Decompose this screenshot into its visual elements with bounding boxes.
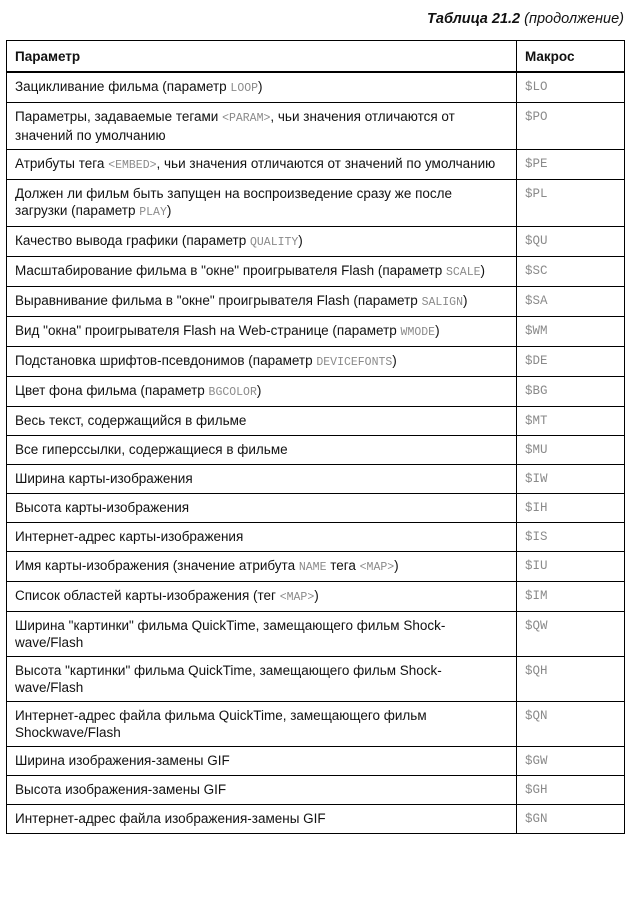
param-text-fragment: Ширина "картинки" фильма QuickTime, замещающего фильм Shock-wave/Flash: [15, 618, 446, 650]
param-cell: [7, 612, 517, 657]
param-cell: [7, 494, 517, 523]
param-code-fragment: NAME: [298, 561, 327, 574]
param-text-fragment: ): [435, 323, 440, 338]
param-text-fragment: Должен ли фильм быть запущен на воспроизведение сразу же после загрузки (параметр: [15, 186, 453, 218]
param-cell: [7, 805, 517, 834]
table-row: [7, 582, 625, 612]
param-cell: [7, 227, 517, 257]
table-row: [7, 72, 625, 103]
param-text-fragment: ): [256, 383, 262, 398]
table-row: [7, 407, 625, 436]
param-text-fragment: , чьи значения отличаются от значений по умолчанию: [156, 156, 496, 171]
param-cell: [7, 257, 517, 287]
param-text-fragment: Масштабирование фильма в "окне" проигрывателя Flash (параметр: [15, 263, 446, 278]
param-text-fragment: Имя карты-изображения (значение атрибута: [15, 558, 299, 573]
column-header-macro: Макрос: [517, 41, 625, 73]
table-row: [7, 180, 625, 227]
macro-cell: $SA: [517, 287, 625, 317]
table-row: [7, 747, 625, 776]
param-cell: [7, 523, 517, 552]
param-text-fragment: Атрибуты тега: [15, 156, 109, 171]
param-text-fragment: Весь текст, содержащийся в фильме: [15, 413, 247, 428]
table-row: [7, 317, 625, 347]
param-text-fragment: ): [392, 353, 397, 368]
param-cell: [7, 465, 517, 494]
param-code-fragment: SALIGN: [421, 296, 463, 309]
table-row: [7, 257, 625, 287]
param-text-fragment: ): [314, 588, 319, 603]
macro-cell: $SC: [517, 257, 625, 287]
param-text-fragment: Высота карты-изображения: [15, 500, 190, 515]
table-row: [7, 523, 625, 552]
param-code-fragment: WMODE: [400, 326, 436, 339]
macro-cell: $QH: [517, 657, 625, 702]
param-code-fragment: <MAP>: [359, 561, 395, 574]
param-text-fragment: Подстановка шрифтов-псевдонимов (параметр: [15, 353, 317, 368]
param-cell: [7, 72, 517, 103]
param-cell: [7, 552, 517, 582]
table-caption-number: Таблица 21.2: [427, 11, 521, 27]
param-code-fragment: <PARAM>: [222, 112, 271, 125]
param-text-fragment: Вид "окна" проигрывателя Flash на Web-странице (параметр: [15, 323, 401, 338]
param-text-fragment: тега: [326, 558, 360, 573]
param-cell: [7, 776, 517, 805]
param-code-fragment: <MAP>: [279, 591, 315, 604]
param-code-fragment: DEVICEFONTS: [316, 356, 393, 369]
table-row: [7, 150, 625, 180]
param-code-fragment: <EMBED>: [108, 159, 157, 172]
table-row: [7, 552, 625, 582]
param-cell: [7, 657, 517, 702]
macro-cell: $IM: [517, 582, 625, 612]
param-text-fragment: Ширина изображения-замены GIF: [15, 753, 230, 768]
param-cell: [7, 287, 517, 317]
param-text-fragment: Качество вывода графики (параметр: [15, 233, 250, 248]
table-row: [7, 377, 625, 407]
param-code-fragment: SCALE: [445, 266, 481, 279]
param-cell: [7, 377, 517, 407]
macros-table: [6, 40, 625, 834]
param-text-fragment: ): [258, 79, 263, 94]
param-cell: [7, 702, 517, 747]
table-row: [7, 657, 625, 702]
macro-cell: $PE: [517, 150, 625, 180]
table-caption: [427, 11, 624, 27]
param-text-fragment: ): [480, 263, 485, 278]
param-text-fragment: Интернет-адрес файла фильма QuickTime, замещающего фильм Shockwave/Flash: [15, 708, 427, 740]
table-row: [7, 776, 625, 805]
table-caption-continuation: (продолжение): [524, 11, 624, 27]
macro-cell: $MU: [517, 436, 625, 465]
param-text-fragment: Выравнивание фильма в "окне" проигрывателя Flash (параметр: [15, 293, 422, 308]
param-text-fragment: Цвет фона фильма (параметр: [15, 383, 209, 398]
table-row: [7, 494, 625, 523]
param-text-fragment: , чьи значения отличаются от значений по умолчанию: [15, 109, 455, 143]
table-body: [7, 72, 625, 834]
macro-cell: $QU: [517, 227, 625, 257]
param-text-fragment: ): [462, 293, 468, 308]
param-cell: [7, 407, 517, 436]
param-code-fragment: PLAY: [139, 206, 167, 219]
table-row: [7, 347, 625, 377]
macro-cell: $BG: [517, 377, 625, 407]
macro-cell: $QW: [517, 612, 625, 657]
param-cell: [7, 317, 517, 347]
table-row: [7, 436, 625, 465]
macro-cell: $LO: [517, 72, 625, 103]
param-text-fragment: Высота изображения-замены GIF: [15, 782, 227, 797]
param-code-fragment: BGCOLOR: [208, 386, 257, 399]
param-text-fragment: ): [298, 233, 303, 248]
param-code-fragment: LOOP: [230, 82, 259, 95]
table-header-row: [7, 41, 625, 73]
macro-cell: $WM: [517, 317, 625, 347]
table-row: [7, 465, 625, 494]
param-text-fragment: Ширина карты-изображения: [15, 471, 193, 486]
macro-cell: $IW: [517, 465, 625, 494]
macro-cell: $GH: [517, 776, 625, 805]
param-text-fragment: Все гиперссылки, содержащиеся в фильме: [15, 442, 288, 457]
param-text-fragment: ): [394, 558, 399, 573]
param-cell: [7, 436, 517, 465]
param-cell: [7, 180, 517, 227]
table-row: [7, 702, 625, 747]
param-text-fragment: Интернет-адрес файла изображения-замены GIF: [15, 811, 326, 826]
macro-cell: $IS: [517, 523, 625, 552]
table-row: [7, 805, 625, 834]
table-row: [7, 103, 625, 150]
macro-cell: $DE: [517, 347, 625, 377]
macro-cell: $MT: [517, 407, 625, 436]
param-cell: [7, 747, 517, 776]
macro-cell: $IH: [517, 494, 625, 523]
param-text-fragment: Список областей карты-изображения (тег: [15, 588, 280, 603]
param-text-fragment: Параметры, задаваемые тегами: [15, 109, 223, 124]
param-cell: [7, 150, 517, 180]
table-row: [7, 287, 625, 317]
param-code-fragment: QUALITY: [249, 236, 299, 249]
param-text-fragment: Интернет-адрес карты-изображения: [15, 529, 244, 544]
param-text-fragment: ): [166, 203, 172, 218]
macro-cell: $PO: [517, 103, 625, 150]
param-cell: [7, 347, 517, 377]
macro-cell: $QN: [517, 702, 625, 747]
column-header-param: Параметр: [7, 41, 517, 73]
param-cell: [7, 103, 517, 150]
param-cell: [7, 582, 517, 612]
param-text-fragment: Зацикливание фильма (параметр: [15, 79, 231, 94]
macro-cell: $IU: [517, 552, 625, 582]
table-row: [7, 227, 625, 257]
param-text-fragment: Высота "картинки" фильма QuickTime, замещающего фильм Shock-wave/Flash: [15, 663, 442, 695]
table-row: [7, 612, 625, 657]
macro-cell: $GN: [517, 805, 625, 834]
macro-cell: $PL: [517, 180, 625, 227]
macro-cell: $GW: [517, 747, 625, 776]
